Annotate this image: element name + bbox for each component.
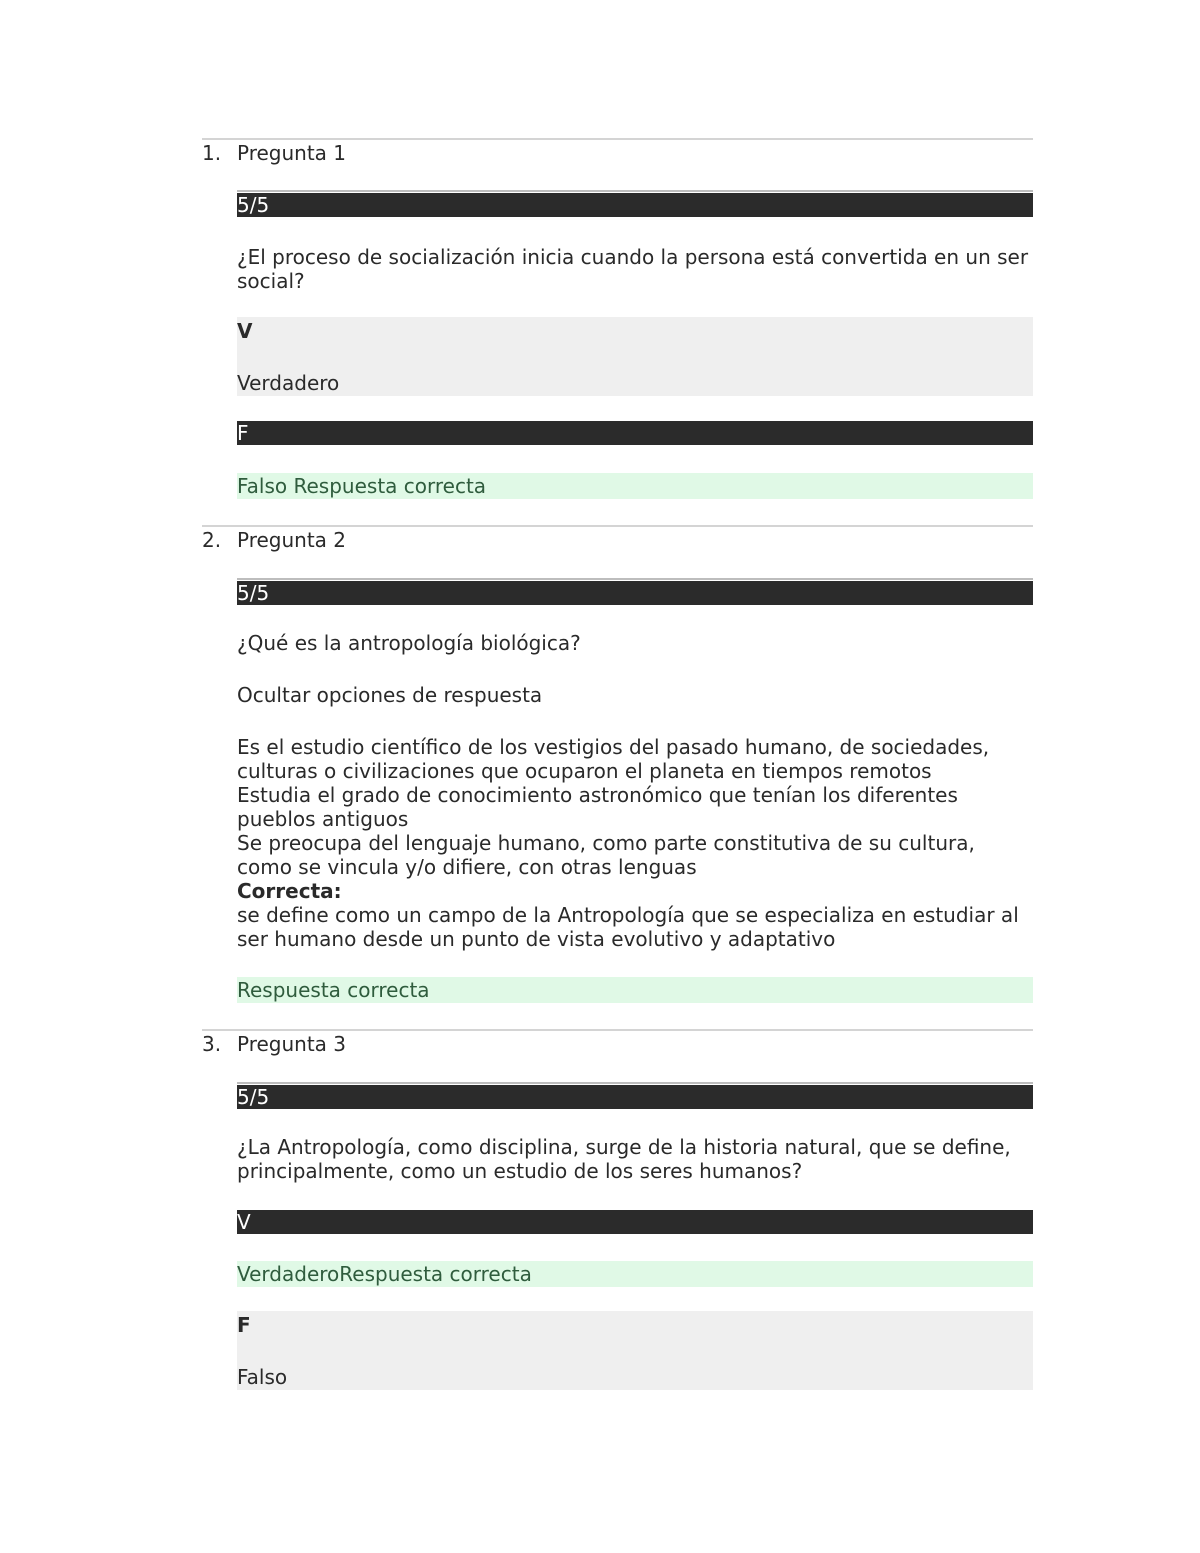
answer-option-2[interactable]: Estudia el grado de conocimiento astronómico que tenían los diferentes pueblos antiguos bbox=[237, 783, 958, 831]
answer-option-f[interactable] bbox=[237, 1311, 1033, 1390]
option-letter: F bbox=[237, 1313, 251, 1337]
score-divider bbox=[237, 578, 1033, 580]
result-correct: Respuesta correcta bbox=[237, 977, 1033, 1003]
score-bar: 5/5 bbox=[237, 581, 1033, 605]
option-text: Falso bbox=[237, 1365, 288, 1389]
question-divider bbox=[202, 525, 1033, 527]
question-number: 3. bbox=[202, 1032, 222, 1056]
question-divider bbox=[202, 1029, 1033, 1031]
score-bar: 5/5 bbox=[237, 1085, 1033, 1109]
question-number: 2. bbox=[202, 528, 222, 552]
answer-option-f-text-correct: Falso Respuesta correcta bbox=[237, 473, 1033, 499]
question-prompt: ¿La Antropología, como disciplina, surge de la historia natural, que se define, principalmente, como un estudio de los seres humanos? bbox=[237, 1135, 1011, 1183]
answer-option-f-selected[interactable]: F bbox=[237, 421, 1033, 445]
answer-option-3[interactable]: Se preocupa del lenguaje humano, como parte constitutiva de su cultura, como se vincula y/o difiere, con otras lenguas bbox=[237, 831, 975, 879]
question-prompt: ¿Qué es la antropología biológica? bbox=[237, 631, 581, 655]
answer-option-v-text-correct: VerdaderoRespuesta correcta bbox=[237, 1261, 1033, 1287]
option-letter: V bbox=[237, 319, 253, 343]
question-number: 1. bbox=[202, 141, 222, 165]
answer-option-v[interactable] bbox=[237, 317, 1033, 396]
answer-option-1[interactable]: Es el estudio científico de los vestigios del pasado humano, de sociedades, culturas o civilizaciones que ocuparon el planeta en tiempos remotos bbox=[237, 735, 990, 783]
question-title: Pregunta 1 bbox=[237, 141, 347, 165]
question-title: Pregunta 3 bbox=[237, 1032, 347, 1056]
score-bar: 5/5 bbox=[237, 193, 1033, 217]
question-prompt: ¿El proceso de socialización inicia cuando la persona está convertida en un ser social? bbox=[237, 245, 1029, 293]
score-divider bbox=[237, 1082, 1033, 1084]
question-title: Pregunta 2 bbox=[237, 528, 347, 552]
hide-options-link[interactable]: Ocultar opciones de respuesta bbox=[237, 683, 543, 707]
option-text: Verdadero bbox=[237, 371, 340, 395]
correct-answer-label: Correcta: bbox=[237, 879, 342, 903]
answer-option-v-selected[interactable]: V bbox=[237, 1210, 1033, 1234]
question-divider bbox=[202, 138, 1033, 140]
score-divider bbox=[237, 190, 1033, 192]
correct-answer-text: se define como un campo de la Antropología que se especializa en estudiar al ser humano desde un punto de vista evolutivo y adaptativo bbox=[237, 903, 1019, 951]
